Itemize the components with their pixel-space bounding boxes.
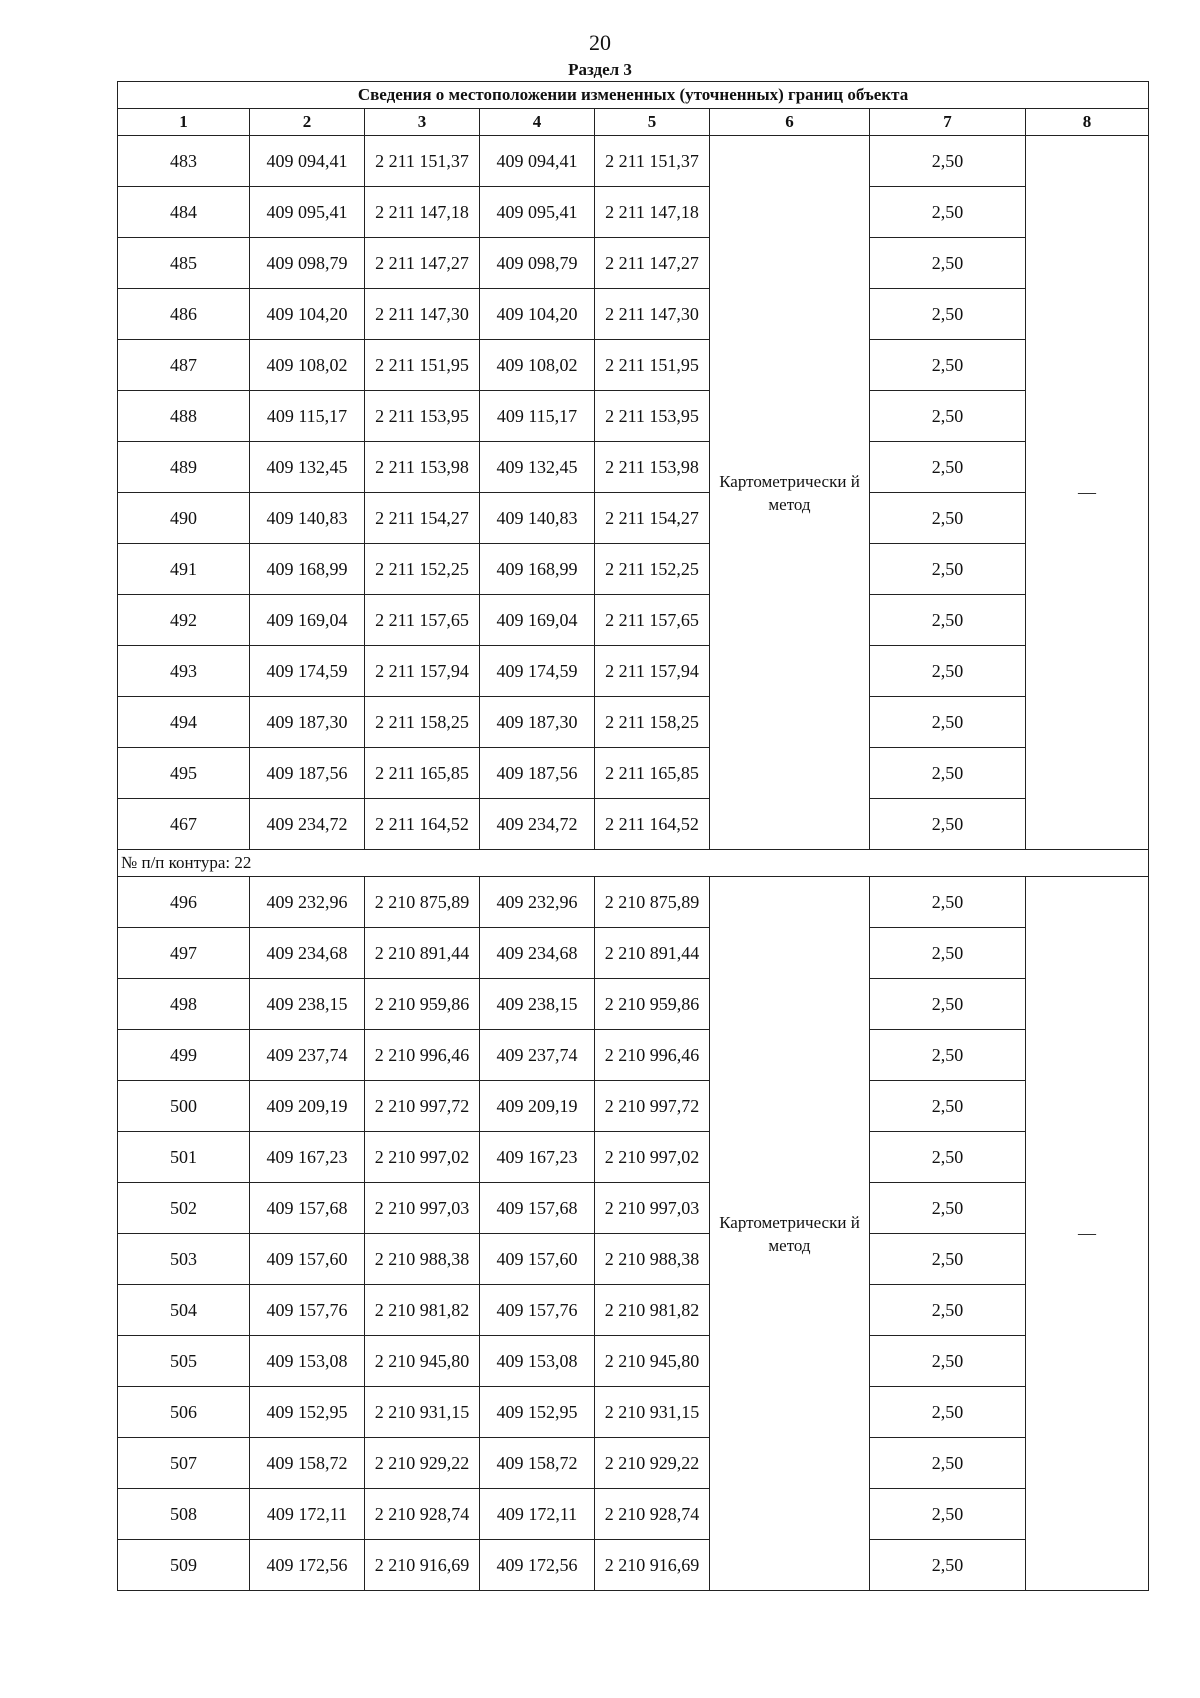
- table-row: [118, 748, 1149, 799]
- existing-x-cell: 409 098,79: [250, 238, 365, 289]
- existing-y-cell: 2 211 151,95: [365, 340, 480, 391]
- existing-x-cell: 409 140,83: [250, 493, 365, 544]
- existing-x-cell: 409 172,56: [250, 1540, 365, 1591]
- new-y-cell: 2 211 147,18: [595, 187, 710, 238]
- existing-y-cell: 2 211 147,27: [365, 238, 480, 289]
- point-number-cell: 506: [118, 1387, 250, 1438]
- accuracy-cell: 2,50: [870, 1387, 1026, 1438]
- new-y-cell: 2 210 916,69: [595, 1540, 710, 1591]
- point-number-cell: 467: [118, 799, 250, 850]
- accuracy-cell: 2,50: [870, 187, 1026, 238]
- column-number: 8: [1026, 109, 1149, 136]
- new-x-cell: 409 168,99: [480, 544, 595, 595]
- existing-x-cell: 409 158,72: [250, 1438, 365, 1489]
- accuracy-cell: 2,50: [870, 748, 1026, 799]
- existing-y-cell: 2 210 945,80: [365, 1336, 480, 1387]
- existing-y-cell: 2 210 931,15: [365, 1387, 480, 1438]
- existing-x-cell: 409 108,02: [250, 340, 365, 391]
- new-y-cell: 2 210 891,44: [595, 928, 710, 979]
- new-y-cell: 2 211 151,37: [595, 136, 710, 187]
- accuracy-cell: 2,50: [870, 1285, 1026, 1336]
- existing-x-cell: 409 209,19: [250, 1081, 365, 1132]
- accuracy-cell: 2,50: [870, 544, 1026, 595]
- point-number-cell: 487: [118, 340, 250, 391]
- point-number-cell: 484: [118, 187, 250, 238]
- point-number-cell: 503: [118, 1234, 250, 1285]
- table-row: [118, 187, 1149, 238]
- accuracy-cell: 2,50: [870, 493, 1026, 544]
- table-row: [118, 1540, 1149, 1591]
- existing-y-cell: 2 211 157,94: [365, 646, 480, 697]
- accuracy-cell: 2,50: [870, 238, 1026, 289]
- new-y-cell: 2 210 997,03: [595, 1183, 710, 1234]
- method-cell: Картометрически й метод: [710, 877, 870, 1591]
- new-x-cell: 409 169,04: [480, 595, 595, 646]
- contour-label: № п/п контура: 22: [118, 850, 1149, 877]
- new-x-cell: 409 187,30: [480, 697, 595, 748]
- new-x-cell: 409 104,20: [480, 289, 595, 340]
- section-title: Раздел 3: [568, 60, 632, 79]
- existing-x-cell: 409 168,99: [250, 544, 365, 595]
- new-x-cell: 409 174,59: [480, 646, 595, 697]
- new-x-cell: 409 157,68: [480, 1183, 595, 1234]
- table-row: [118, 1132, 1149, 1183]
- table-row: [118, 340, 1149, 391]
- table-row: [118, 1285, 1149, 1336]
- column-number: 3: [365, 109, 480, 136]
- accuracy-cell: 2,50: [870, 1030, 1026, 1081]
- accuracy-cell: 2,50: [870, 979, 1026, 1030]
- new-y-cell: 2 210 988,38: [595, 1234, 710, 1285]
- existing-y-cell: 2 211 153,98: [365, 442, 480, 493]
- existing-x-cell: 409 095,41: [250, 187, 365, 238]
- point-number-cell: 492: [118, 595, 250, 646]
- new-x-cell: 409 108,02: [480, 340, 595, 391]
- new-y-cell: 2 210 945,80: [595, 1336, 710, 1387]
- table-caption: Сведения о местоположении измененных (уточненных) границ объекта: [118, 82, 1149, 109]
- table-row: [118, 1183, 1149, 1234]
- existing-x-cell: 409 115,17: [250, 391, 365, 442]
- new-y-cell: 2 210 981,82: [595, 1285, 710, 1336]
- new-x-cell: 409 238,15: [480, 979, 595, 1030]
- point-number-cell: 491: [118, 544, 250, 595]
- existing-x-cell: 409 172,11: [250, 1489, 365, 1540]
- new-x-cell: 409 232,96: [480, 877, 595, 928]
- new-x-cell: 409 153,08: [480, 1336, 595, 1387]
- accuracy-cell: 2,50: [870, 1438, 1026, 1489]
- column-number: 1: [118, 109, 250, 136]
- existing-y-cell: 2 211 164,52: [365, 799, 480, 850]
- new-y-cell: 2 210 929,22: [595, 1438, 710, 1489]
- existing-y-cell: 2 211 147,18: [365, 187, 480, 238]
- column-number: 4: [480, 109, 595, 136]
- accuracy-cell: 2,50: [870, 646, 1026, 697]
- point-number-cell: 490: [118, 493, 250, 544]
- new-y-cell: 2 211 165,85: [595, 748, 710, 799]
- existing-y-cell: 2 210 996,46: [365, 1030, 480, 1081]
- new-x-cell: 409 172,56: [480, 1540, 595, 1591]
- point-number-cell: 500: [118, 1081, 250, 1132]
- accuracy-cell: 2,50: [870, 1081, 1026, 1132]
- new-x-cell: 409 115,17: [480, 391, 595, 442]
- point-number-cell: 494: [118, 697, 250, 748]
- accuracy-cell: 2,50: [870, 877, 1026, 928]
- accuracy-cell: 2,50: [870, 928, 1026, 979]
- accuracy-cell: 2,50: [870, 136, 1026, 187]
- new-x-cell: 409 140,83: [480, 493, 595, 544]
- new-x-cell: 409 098,79: [480, 238, 595, 289]
- new-x-cell: 409 132,45: [480, 442, 595, 493]
- table-row: [118, 877, 1149, 928]
- table-row: [118, 238, 1149, 289]
- point-number-cell: 505: [118, 1336, 250, 1387]
- table-row: [118, 928, 1149, 979]
- page-number: 20: [589, 30, 611, 55]
- point-number-cell: 488: [118, 391, 250, 442]
- point-number-cell: 489: [118, 442, 250, 493]
- table-row: [118, 697, 1149, 748]
- new-y-cell: 2 211 157,94: [595, 646, 710, 697]
- accuracy-cell: 2,50: [870, 595, 1026, 646]
- table-row: [118, 979, 1149, 1030]
- table-row: [118, 595, 1149, 646]
- new-y-cell: 2 211 153,95: [595, 391, 710, 442]
- existing-y-cell: 2 211 157,65: [365, 595, 480, 646]
- new-y-cell: 2 211 157,65: [595, 595, 710, 646]
- accuracy-cell: 2,50: [870, 799, 1026, 850]
- existing-x-cell: 409 132,45: [250, 442, 365, 493]
- existing-y-cell: 2 210 997,02: [365, 1132, 480, 1183]
- point-number-cell: 486: [118, 289, 250, 340]
- column-number: 6: [710, 109, 870, 136]
- existing-y-cell: 2 210 997,72: [365, 1081, 480, 1132]
- existing-y-cell: 2 211 158,25: [365, 697, 480, 748]
- accuracy-cell: 2,50: [870, 340, 1026, 391]
- accuracy-cell: 2,50: [870, 697, 1026, 748]
- new-x-cell: 409 158,72: [480, 1438, 595, 1489]
- accuracy-cell: 2,50: [870, 1336, 1026, 1387]
- table-row: [118, 289, 1149, 340]
- table-row: [118, 442, 1149, 493]
- note-cell: —: [1026, 136, 1149, 850]
- existing-x-cell: 409 157,60: [250, 1234, 365, 1285]
- point-number-cell: 495: [118, 748, 250, 799]
- existing-x-cell: 409 169,04: [250, 595, 365, 646]
- new-x-cell: 409 152,95: [480, 1387, 595, 1438]
- existing-y-cell: 2 210 916,69: [365, 1540, 480, 1591]
- existing-y-cell: 2 210 875,89: [365, 877, 480, 928]
- table-row: [118, 799, 1149, 850]
- accuracy-cell: 2,50: [870, 1540, 1026, 1591]
- new-x-cell: 409 157,76: [480, 1285, 595, 1336]
- new-x-cell: 409 187,56: [480, 748, 595, 799]
- existing-y-cell: 2 210 891,44: [365, 928, 480, 979]
- point-number-cell: 499: [118, 1030, 250, 1081]
- table-row: [118, 646, 1149, 697]
- table-row: [118, 136, 1149, 187]
- table-row: [118, 1336, 1149, 1387]
- table-row: [118, 544, 1149, 595]
- accuracy-cell: 2,50: [870, 1489, 1026, 1540]
- existing-x-cell: 409 152,95: [250, 1387, 365, 1438]
- note-cell: —: [1026, 877, 1149, 1591]
- column-number: 2: [250, 109, 365, 136]
- existing-x-cell: 409 232,96: [250, 877, 365, 928]
- point-number-cell: 493: [118, 646, 250, 697]
- new-y-cell: 2 211 158,25: [595, 697, 710, 748]
- new-y-cell: 2 211 153,98: [595, 442, 710, 493]
- existing-x-cell: 409 234,68: [250, 928, 365, 979]
- new-x-cell: 409 234,72: [480, 799, 595, 850]
- accuracy-cell: 2,50: [870, 289, 1026, 340]
- point-number-cell: 496: [118, 877, 250, 928]
- existing-y-cell: 2 210 929,22: [365, 1438, 480, 1489]
- new-x-cell: 409 172,11: [480, 1489, 595, 1540]
- new-y-cell: 2 210 997,72: [595, 1081, 710, 1132]
- existing-x-cell: 409 187,56: [250, 748, 365, 799]
- existing-x-cell: 409 234,72: [250, 799, 365, 850]
- new-y-cell: 2 210 959,86: [595, 979, 710, 1030]
- point-number-cell: 507: [118, 1438, 250, 1489]
- new-y-cell: 2 211 152,25: [595, 544, 710, 595]
- table-row: [118, 1387, 1149, 1438]
- new-y-cell: 2 210 875,89: [595, 877, 710, 928]
- new-x-cell: 409 094,41: [480, 136, 595, 187]
- existing-y-cell: 2 211 152,25: [365, 544, 480, 595]
- new-x-cell: 409 167,23: [480, 1132, 595, 1183]
- existing-y-cell: 2 210 959,86: [365, 979, 480, 1030]
- existing-y-cell: 2 210 928,74: [365, 1489, 480, 1540]
- existing-x-cell: 409 157,76: [250, 1285, 365, 1336]
- point-number-cell: 498: [118, 979, 250, 1030]
- existing-x-cell: 409 094,41: [250, 136, 365, 187]
- point-number-cell: 483: [118, 136, 250, 187]
- new-y-cell: 2 210 997,02: [595, 1132, 710, 1183]
- new-x-cell: 409 157,60: [480, 1234, 595, 1285]
- new-y-cell: 2 211 164,52: [595, 799, 710, 850]
- point-number-cell: 504: [118, 1285, 250, 1336]
- existing-x-cell: 409 157,68: [250, 1183, 365, 1234]
- existing-x-cell: 409 238,15: [250, 979, 365, 1030]
- contour-row: [118, 850, 1149, 877]
- existing-y-cell: 2 210 997,03: [365, 1183, 480, 1234]
- point-number-cell: 501: [118, 1132, 250, 1183]
- existing-x-cell: 409 104,20: [250, 289, 365, 340]
- new-x-cell: 409 095,41: [480, 187, 595, 238]
- accuracy-cell: 2,50: [870, 1132, 1026, 1183]
- boundary-coordinates-table: [117, 81, 1149, 1591]
- new-y-cell: 2 210 931,15: [595, 1387, 710, 1438]
- table-row: [118, 1030, 1149, 1081]
- existing-y-cell: 2 210 981,82: [365, 1285, 480, 1336]
- new-y-cell: 2 210 928,74: [595, 1489, 710, 1540]
- point-number-cell: 497: [118, 928, 250, 979]
- accuracy-cell: 2,50: [870, 442, 1026, 493]
- method-cell: Картометрически й метод: [710, 136, 870, 850]
- column-number: 7: [870, 109, 1026, 136]
- point-number-cell: 485: [118, 238, 250, 289]
- table-row: [118, 1489, 1149, 1540]
- point-number-cell: 509: [118, 1540, 250, 1591]
- existing-y-cell: 2 211 154,27: [365, 493, 480, 544]
- new-x-cell: 409 237,74: [480, 1030, 595, 1081]
- new-y-cell: 2 211 154,27: [595, 493, 710, 544]
- table-row: [118, 391, 1149, 442]
- existing-x-cell: 409 167,23: [250, 1132, 365, 1183]
- point-number-cell: 502: [118, 1183, 250, 1234]
- new-y-cell: 2 210 996,46: [595, 1030, 710, 1081]
- existing-x-cell: 409 174,59: [250, 646, 365, 697]
- new-y-cell: 2 211 151,95: [595, 340, 710, 391]
- accuracy-cell: 2,50: [870, 391, 1026, 442]
- existing-x-cell: 409 237,74: [250, 1030, 365, 1081]
- existing-x-cell: 409 153,08: [250, 1336, 365, 1387]
- new-x-cell: 409 234,68: [480, 928, 595, 979]
- column-number-row: [118, 109, 1149, 136]
- table-row: [118, 1081, 1149, 1132]
- existing-y-cell: 2 211 147,30: [365, 289, 480, 340]
- new-y-cell: 2 211 147,30: [595, 289, 710, 340]
- point-number-cell: 508: [118, 1489, 250, 1540]
- accuracy-cell: 2,50: [870, 1234, 1026, 1285]
- existing-y-cell: 2 211 153,95: [365, 391, 480, 442]
- table-row: [118, 1234, 1149, 1285]
- new-y-cell: 2 211 147,27: [595, 238, 710, 289]
- existing-y-cell: 2 211 151,37: [365, 136, 480, 187]
- existing-y-cell: 2 210 988,38: [365, 1234, 480, 1285]
- existing-x-cell: 409 187,30: [250, 697, 365, 748]
- table-row: [118, 1438, 1149, 1489]
- new-x-cell: 409 209,19: [480, 1081, 595, 1132]
- existing-y-cell: 2 211 165,85: [365, 748, 480, 799]
- column-number: 5: [595, 109, 710, 136]
- accuracy-cell: 2,50: [870, 1183, 1026, 1234]
- table-row: [118, 493, 1149, 544]
